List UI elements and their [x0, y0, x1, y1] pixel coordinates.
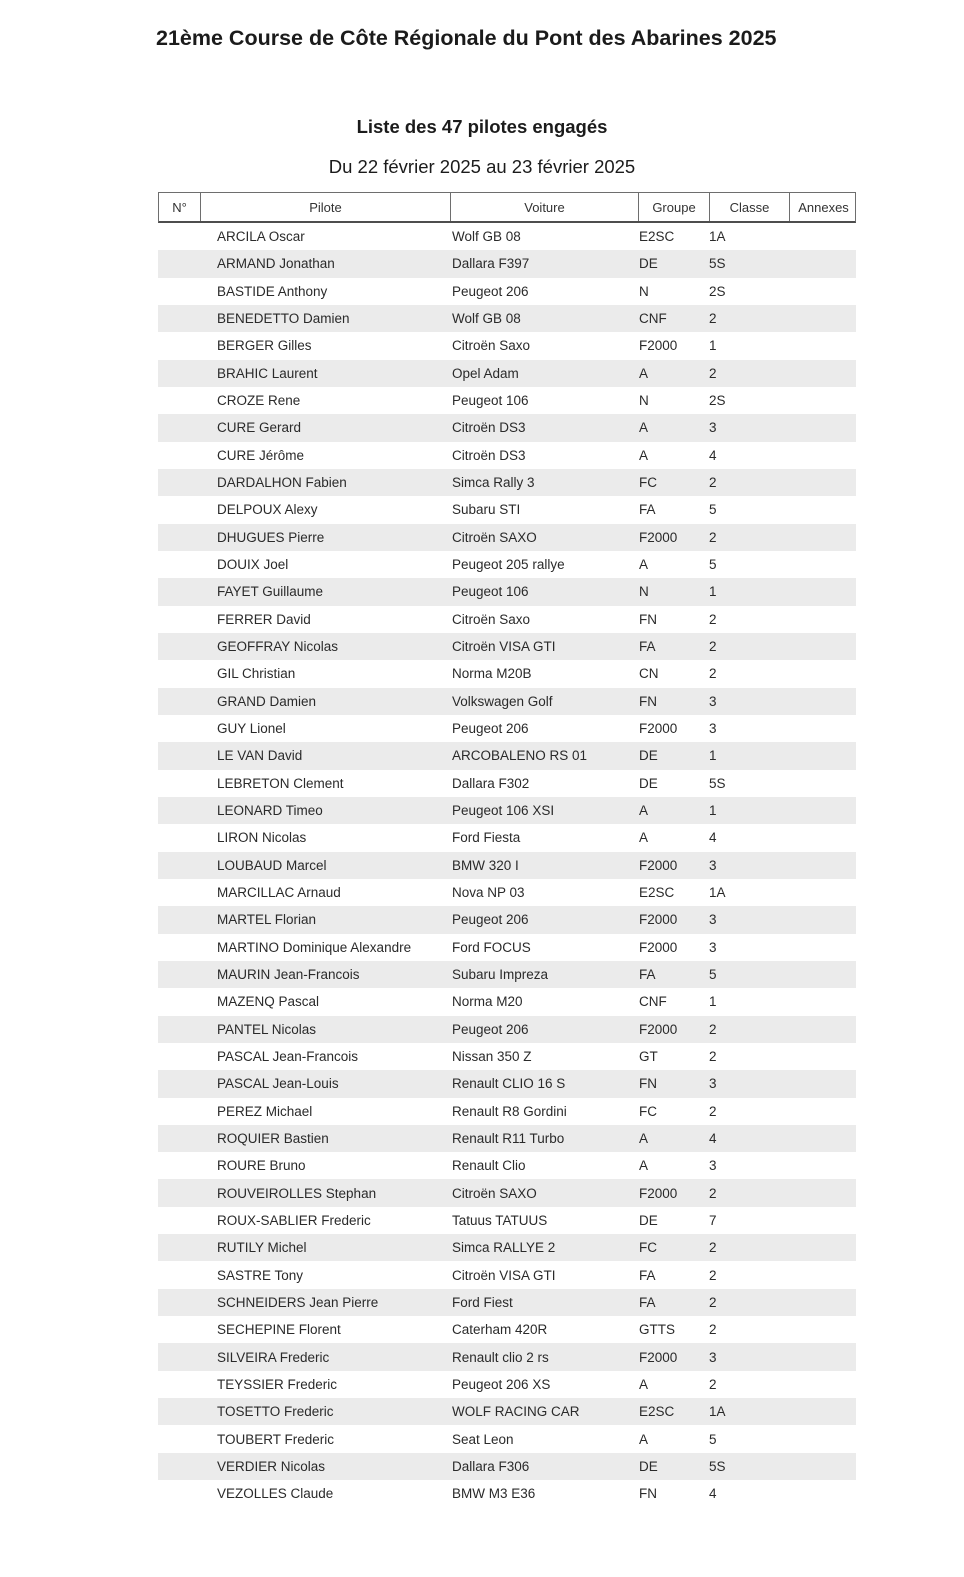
cell-groupe: E2SC	[639, 1404, 675, 1420]
cell-pilote: BENEDETTO Damien	[217, 311, 350, 327]
table-row	[158, 496, 856, 523]
cell-groupe: A	[639, 447, 649, 463]
cell-voiture: ARCOBALENO RS 01	[452, 748, 588, 764]
cell-classe: 2	[709, 1049, 717, 1064]
table-row	[158, 797, 856, 824]
table-row	[158, 1343, 856, 1370]
cell-pilote: RUTILY Michel	[217, 1240, 307, 1256]
cell-classe: 3	[709, 939, 717, 955]
table-row	[158, 1016, 856, 1043]
cell-pilote: FAYET Guillaume	[217, 584, 324, 600]
cell-classe: 2	[709, 1267, 717, 1283]
cell-voiture: Subaru Impreza	[452, 967, 549, 983]
cell-voiture: Citroën VISA GTI	[452, 1267, 556, 1283]
cell-groupe: GTTS	[639, 1322, 675, 1338]
table-row	[158, 1179, 856, 1206]
table-row	[158, 742, 856, 769]
table-row	[158, 715, 856, 742]
cell-classe: 2	[709, 311, 717, 327]
cell-pilote: GRAND Damien	[217, 693, 317, 709]
cell-groupe: F2000	[639, 1349, 678, 1365]
cell-voiture: Ford Fiesta	[452, 830, 521, 846]
cell-classe: 5S	[709, 1458, 726, 1474]
cell-pilote: MAZENQ Pascal	[217, 994, 320, 1010]
cell-groupe: F2000	[639, 1021, 678, 1037]
cell-groupe: FN	[639, 611, 657, 627]
cell-classe: 2	[709, 1240, 717, 1256]
cell-pilote: DHUGUES Pierre	[217, 529, 325, 545]
page-title: 21ème Course de Côte Régionale du Pont des Abarines 2025	[156, 26, 777, 50]
cell-pilote: MAURIN Jean-Francois	[217, 967, 360, 983]
cell-classe: 1A	[709, 1404, 726, 1420]
cell-classe: 2	[709, 1103, 717, 1119]
table-row	[158, 879, 856, 906]
table-row	[158, 387, 856, 414]
cell-voiture: Wolf GB 08	[452, 311, 521, 327]
cell-pilote: GEOFFRAY Nicolas	[217, 639, 339, 655]
cell-classe: 4	[709, 447, 717, 463]
table-row	[158, 660, 856, 687]
cell-classe: 3	[709, 693, 717, 709]
cell-classe: 1	[709, 994, 717, 1010]
cell-pilote: BRAHIC Laurent	[217, 365, 318, 381]
cell-pilote: GUY Lionel	[217, 721, 286, 737]
table-row	[158, 606, 856, 633]
cell-voiture: Citroën SAXO	[452, 529, 537, 545]
cell-groupe: F2000	[639, 939, 678, 955]
cell-pilote: MARTEL Florian	[217, 912, 317, 928]
cell-classe: 5S	[709, 775, 726, 791]
cell-pilote: DELPOUX Alexy	[217, 502, 318, 518]
col-header-voiture: Voiture	[450, 193, 638, 221]
table-row	[158, 332, 856, 359]
cell-voiture: Peugeot 206	[452, 912, 529, 928]
cell-voiture: Dallara F397	[452, 256, 530, 272]
cell-voiture: Renault R11 Turbo	[452, 1130, 565, 1146]
table-row	[158, 852, 856, 879]
cell-pilote: SCHNEIDERS Jean Pierre	[217, 1294, 379, 1310]
cell-voiture: Peugeot 206	[452, 721, 529, 737]
cell-pilote: ARCILA Oscar	[217, 229, 305, 245]
cell-groupe: F2000	[639, 721, 678, 737]
cell-voiture: Renault Clio	[452, 1158, 526, 1174]
cell-pilote: CROZE Rene	[217, 393, 301, 409]
cell-classe: 2	[709, 1294, 717, 1310]
cell-groupe: DE	[639, 256, 658, 272]
cell-pilote: LIRON Nicolas	[217, 830, 307, 846]
cell-voiture: Citroën SAXO	[452, 1185, 537, 1201]
table-row	[158, 360, 856, 387]
table-row	[158, 1398, 856, 1425]
table-row	[158, 1207, 856, 1234]
cell-groupe: FA	[639, 967, 656, 983]
cell-classe: 1	[709, 584, 717, 600]
cell-groupe: FC	[639, 475, 657, 491]
cell-groupe: DE	[639, 1458, 658, 1474]
cell-voiture: Volkswagen Golf	[452, 693, 553, 709]
cell-pilote: PANTEL Nicolas	[217, 1021, 317, 1037]
cell-classe: 2	[709, 1021, 717, 1037]
cell-pilote: ROQUIER Bastien	[217, 1130, 329, 1146]
cell-classe: 2S	[709, 283, 726, 299]
cell-groupe: GT	[639, 1049, 658, 1064]
cell-pilote: TOUBERT Frederic	[217, 1431, 335, 1447]
table-row	[158, 824, 856, 851]
cell-classe: 5	[709, 502, 717, 518]
cell-pilote: CURE Gerard	[217, 420, 302, 436]
cell-groupe: A	[639, 1431, 649, 1447]
cell-classe: 1	[709, 748, 717, 764]
table-body	[158, 223, 856, 1507]
table-row	[158, 551, 856, 578]
table-row	[158, 906, 856, 933]
col-header-pilote: Pilote	[200, 193, 450, 221]
cell-classe: 5	[709, 557, 717, 573]
cell-pilote: SASTRE Tony	[217, 1267, 304, 1283]
cell-pilote: SILVEIRA Frederic	[217, 1349, 330, 1365]
cell-voiture: Citroën DS3	[452, 447, 526, 463]
cell-classe: 7	[709, 1212, 717, 1228]
cell-voiture: Peugeot 206	[452, 283, 529, 299]
cell-pilote: CURE Jérôme	[217, 447, 305, 463]
cell-pilote: LOUBAUD Marcel	[217, 857, 327, 873]
cell-pilote: MARTINO Dominique Alexandre	[217, 939, 412, 955]
cell-voiture: Citroën DS3	[452, 420, 526, 436]
table-row	[158, 1425, 856, 1452]
cell-voiture: WOLF RACING CAR	[452, 1404, 580, 1420]
table-row	[158, 1043, 856, 1070]
cell-pilote: PASCAL Jean-Louis	[217, 1076, 339, 1092]
cell-pilote: BERGER Gilles	[217, 338, 312, 354]
cell-voiture: Peugeot 206 XS	[452, 1376, 551, 1392]
cell-voiture: Peugeot 106	[452, 393, 529, 409]
table-row	[158, 250, 856, 277]
cell-groupe: A	[639, 1376, 649, 1392]
pilots-table	[158, 192, 856, 1507]
cell-groupe: N	[639, 283, 649, 299]
table-row	[158, 934, 856, 961]
cell-pilote: FERRER David	[217, 611, 311, 627]
cell-groupe: A	[639, 365, 649, 381]
table-row	[158, 633, 856, 660]
entry-list-subtitle: Liste des 47 pilotes engagés	[356, 116, 608, 137]
cell-groupe: E2SC	[639, 885, 675, 901]
cell-pilote: VERDIER Nicolas	[217, 1458, 326, 1474]
cell-voiture: Peugeot 106	[452, 584, 529, 600]
cell-voiture: Opel Adam	[452, 365, 519, 381]
table-row	[158, 1152, 856, 1179]
cell-groupe: CNF	[639, 994, 667, 1010]
cell-classe: 2	[709, 1322, 717, 1338]
cell-voiture: Peugeot 205 rallye	[452, 557, 565, 573]
cell-groupe: FN	[639, 1486, 657, 1502]
cell-groupe: A	[639, 1158, 649, 1174]
table-row	[158, 1316, 856, 1343]
cell-voiture: Norma M20B	[452, 666, 532, 682]
table-row	[158, 1289, 856, 1316]
cell-voiture: Caterham 420R	[452, 1322, 548, 1338]
cell-groupe: FA	[639, 502, 656, 518]
table-row	[158, 1480, 856, 1507]
cell-voiture: Renault clio 2 rs	[452, 1349, 549, 1365]
cell-classe: 4	[709, 1486, 717, 1502]
cell-classe: 2S	[709, 393, 726, 409]
cell-groupe: FN	[639, 693, 657, 709]
cell-pilote: GIL Christian	[217, 666, 296, 682]
cell-pilote: ROUVEIROLLES Stephan	[217, 1185, 377, 1201]
table-row	[158, 1070, 856, 1097]
cell-groupe: F2000	[639, 857, 678, 873]
cell-pilote: ROUX-SABLIER Frederic	[217, 1212, 371, 1228]
cell-groupe: FC	[639, 1103, 657, 1119]
cell-groupe: FA	[639, 1294, 656, 1310]
cell-groupe: N	[639, 393, 649, 409]
cell-classe: 3	[709, 1076, 717, 1092]
cell-voiture: Peugeot 106 XSI	[452, 803, 555, 819]
cell-classe: 2	[709, 666, 717, 682]
cell-pilote: LEONARD Timeo	[217, 803, 323, 819]
cell-groupe: FA	[639, 639, 656, 655]
table-row	[158, 414, 856, 441]
cell-voiture: Simca RALLYE 2	[452, 1240, 556, 1256]
table-row	[158, 442, 856, 469]
cell-groupe: A	[639, 1130, 649, 1146]
cell-classe: 3	[709, 721, 717, 737]
cell-groupe: A	[639, 830, 649, 846]
cell-classe: 1	[709, 338, 717, 354]
cell-pilote: ARMAND Jonathan	[217, 256, 335, 272]
cell-classe: 3	[709, 420, 717, 436]
table-row	[158, 1098, 856, 1125]
table-row	[158, 1453, 856, 1480]
cell-classe: 4	[709, 1130, 717, 1146]
cell-voiture: Wolf GB 08	[452, 229, 521, 245]
cell-pilote: VEZOLLES Claude	[217, 1486, 334, 1502]
cell-groupe: A	[639, 803, 649, 819]
table-row	[158, 1234, 856, 1261]
date-range: Du 22 février 2025 au 23 février 2025	[328, 156, 636, 177]
cell-voiture: Simca Rally 3	[452, 475, 535, 491]
cell-voiture: Dallara F302	[452, 775, 530, 791]
cell-pilote: ROURE Bruno	[217, 1158, 306, 1174]
table-row	[158, 688, 856, 715]
cell-groupe: DE	[639, 1212, 658, 1228]
cell-groupe: F2000	[639, 912, 678, 928]
cell-pilote: PEREZ Michael	[217, 1103, 313, 1119]
table-row	[158, 1371, 856, 1398]
cell-voiture: Citroën Saxo	[452, 338, 531, 354]
cell-classe: 2	[709, 529, 717, 545]
table-row	[158, 1125, 856, 1152]
cell-voiture: Citroën VISA GTI	[452, 639, 556, 655]
cell-classe: 5S	[709, 256, 726, 272]
col-header-groupe: Groupe	[638, 193, 709, 221]
cell-voiture: Ford Fiest	[452, 1294, 513, 1310]
cell-voiture: Peugeot 206	[452, 1021, 529, 1037]
table-row	[158, 988, 856, 1015]
cell-classe: 2	[709, 639, 717, 655]
cell-voiture: Renault R8 Gordini	[452, 1103, 567, 1119]
cell-classe: 2	[709, 365, 717, 381]
table-row	[158, 1261, 856, 1288]
col-header-classe: Classe	[709, 193, 789, 221]
cell-voiture: BMW M3 E36	[452, 1486, 536, 1502]
cell-groupe: F2000	[639, 529, 678, 545]
cell-classe: 4	[709, 830, 717, 846]
cell-groupe: FA	[639, 1267, 656, 1283]
col-header-annexes: Annexes	[789, 193, 857, 221]
cell-classe: 1A	[709, 885, 726, 901]
cell-classe: 2	[709, 1185, 717, 1201]
cell-voiture: Nissan 350 Z	[452, 1049, 532, 1064]
table-row	[158, 578, 856, 605]
table-row	[158, 305, 856, 332]
cell-groupe: FN	[639, 1076, 657, 1092]
cell-voiture: Norma M20	[452, 994, 523, 1010]
cell-voiture: Dallara F306	[452, 1458, 530, 1474]
cell-pilote: SECHEPINE Florent	[217, 1322, 341, 1338]
cell-classe: 2	[709, 475, 717, 491]
table-row	[158, 278, 856, 305]
table-header-row	[158, 192, 856, 223]
table-row	[158, 961, 856, 988]
cell-classe: 3	[709, 1158, 717, 1174]
cell-pilote: DOUIX Joel	[217, 557, 289, 573]
cell-voiture: Tatuus TATUUS	[452, 1212, 548, 1228]
cell-voiture: Renault CLIO 16 S	[452, 1076, 566, 1092]
cell-groupe: F2000	[639, 338, 678, 354]
cell-pilote: PASCAL Jean-Francois	[217, 1049, 359, 1064]
cell-voiture: Ford FOCUS	[452, 939, 531, 955]
cell-voiture: Citroën Saxo	[452, 611, 531, 627]
cell-groupe: CN	[639, 666, 659, 682]
cell-classe: 3	[709, 912, 717, 928]
table-row	[158, 469, 856, 496]
cell-classe: 5	[709, 1431, 717, 1447]
cell-classe: 2	[709, 1376, 717, 1392]
cell-voiture: Subaru STI	[452, 502, 521, 518]
cell-voiture: Seat Leon	[452, 1431, 514, 1447]
cell-groupe: DE	[639, 775, 658, 791]
cell-pilote: TEYSSIER Frederic	[217, 1376, 338, 1392]
cell-groupe: DE	[639, 748, 658, 764]
cell-classe: 2	[709, 611, 717, 627]
table-row	[158, 524, 856, 551]
cell-pilote: LE VAN David	[217, 748, 303, 764]
cell-pilote: TOSETTO Frederic	[217, 1404, 334, 1420]
cell-groupe: A	[639, 420, 649, 436]
cell-groupe: A	[639, 557, 649, 573]
table-row	[158, 770, 856, 797]
cell-groupe: CNF	[639, 311, 667, 327]
cell-pilote: BASTIDE Anthony	[217, 283, 328, 299]
cell-pilote: LEBRETON Clement	[217, 775, 344, 791]
col-header-num: N°	[172, 199, 187, 215]
cell-classe: 3	[709, 857, 717, 873]
cell-groupe: F2000	[639, 1185, 678, 1201]
cell-classe: 3	[709, 1349, 717, 1365]
cell-groupe: N	[639, 584, 649, 600]
table-row	[158, 223, 856, 250]
cell-pilote: MARCILLAC Arnaud	[217, 885, 341, 901]
cell-groupe: FC	[639, 1240, 657, 1256]
cell-classe: 1	[709, 803, 717, 819]
cell-classe: 1A	[709, 229, 726, 245]
cell-pilote: DARDALHON Fabien	[217, 475, 347, 491]
cell-groupe: E2SC	[639, 229, 675, 245]
cell-voiture: Nova NP 03	[452, 885, 525, 901]
cell-classe: 5	[709, 967, 717, 983]
cell-voiture: BMW 320 I	[452, 857, 519, 873]
